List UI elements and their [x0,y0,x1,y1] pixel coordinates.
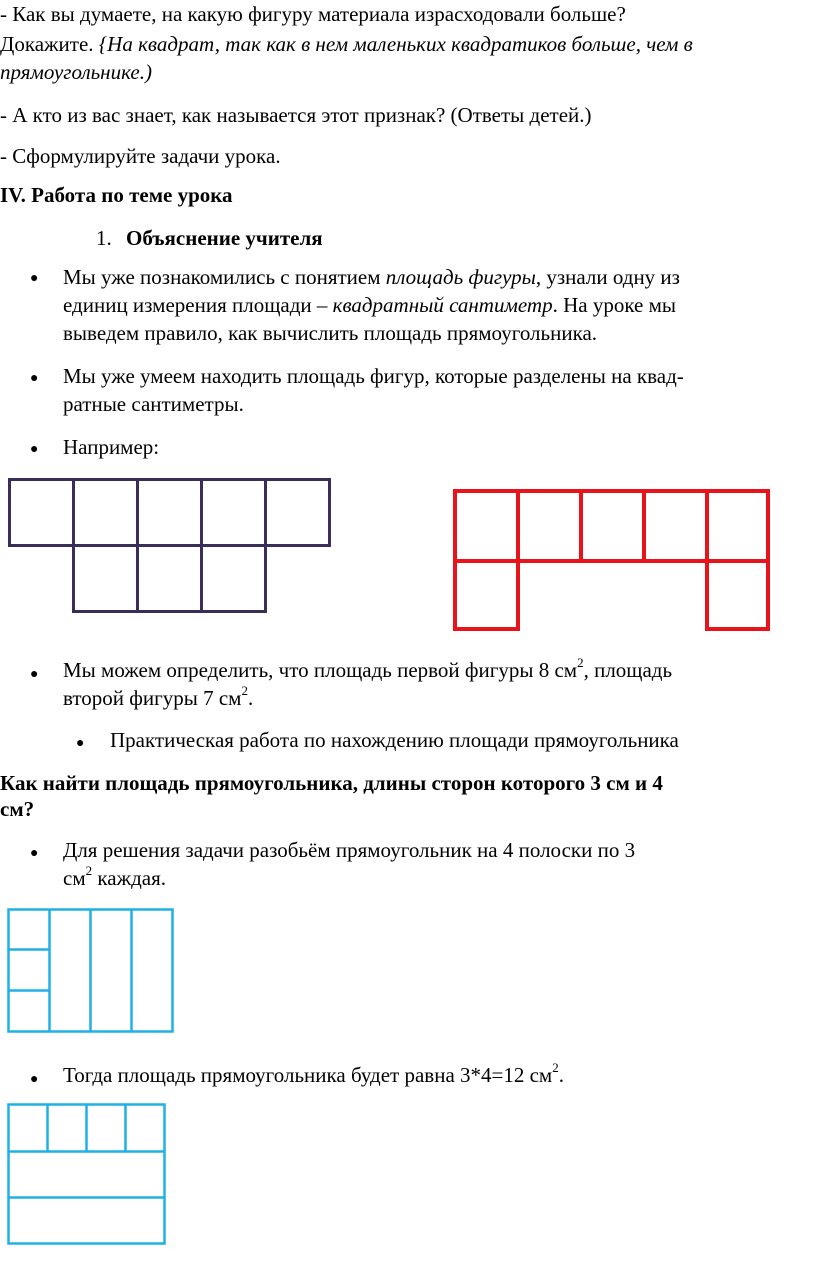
exponent: 2 [577,655,584,670]
bullet-1-text-c: , узнали одну из [535,265,680,289]
figure-2-cell [644,491,707,561]
figure-2-cell [455,491,518,561]
subheading-number: 1. [96,226,112,250]
bullet-1-line-2 [63,291,676,319]
bullet-6-line-2 [63,864,166,892]
question-line-1: - Как вы думаете, на какую фигуру материала израсходовали больше? [0,2,626,26]
bullet-2-line-1: Мы уже умеем находить площадь фигур, которые разделены на квад- [63,364,684,388]
subheading: Объяснение учителя [126,226,323,250]
bullet-3: Например: [63,435,160,459]
bullet-1-line-1 [63,263,680,291]
question-line-3 [0,58,152,86]
figure-1-cell [138,546,202,612]
figure-1-cell [74,480,138,546]
exponent: 2 [552,1060,559,1075]
bullet-icon: ● [30,371,39,386]
answer-text-cont: прямоугольнике.) [0,60,152,84]
prove-text: Докажите. [0,32,99,56]
period: . [558,1063,564,1087]
exponent: 2 [85,863,93,878]
figure-1-cell [202,480,266,546]
period: . [247,686,254,710]
bullet-icon: ● [30,846,39,861]
area-first-text: Мы можем определить, что площадь первой фигуры 8 см [63,658,578,682]
exponent: 2 [241,683,248,698]
question-heading-line-2: см? [0,797,35,821]
figure-1-cell [10,480,74,546]
bullet-icon: ● [30,1072,39,1087]
bullet-icon: ● [30,442,39,457]
bullet-1-text-a: Мы уже познакомились с понятием [63,265,386,289]
bullet-1-line-3: выведем правило, как вычислить площадь прямоугольника. [63,321,598,345]
result-text: Тогда площадь прямоугольника будет равна 3*4=12 см [63,1063,553,1087]
term-square-cm: квадратный сантиметр [332,293,553,317]
figure-1-cell [74,546,138,612]
bullet-4-line-1 [63,656,672,684]
rows-figure [7,1103,169,1248]
question-3: - Сформулируйте задачи урока. [0,144,281,168]
term-area: площадь фигуры [385,265,536,289]
question-2: - А кто из вас знает, как называется этот признак? (Ответы детей.) [0,103,592,127]
each-text: каждая. [92,866,167,890]
figure-2-cell [707,491,768,561]
figure-2 [453,489,773,634]
bullet-icon: ● [76,736,85,751]
bullet-1-text-e: . На уроке мы [552,293,676,317]
bullet-icon: ● [30,667,39,682]
area-text: , площадь [583,658,673,682]
section-heading: IV. Работа по теме урока [0,183,233,207]
question-heading-line-1: Как найти площадь прямоугольника, длины сторон которого 3 см и 4 [0,771,663,795]
bullet-6-line-1: Для решения задачи разобьём прямоугольник на 4 полоски по 3 [63,838,636,862]
bullet-icon: ● [30,271,39,286]
area-second-text: второй фигуры 7 см [63,686,242,710]
figure-2-cell [707,561,768,629]
bullet-1-text-d: единиц измерения площади – [63,293,333,317]
question-line-2 [0,30,693,58]
answer-text: {На квадрат, так как в нем маленьких квадратиков больше, чем в [98,32,693,56]
figure-1-cell [266,480,330,546]
figure-2-cell [518,491,581,561]
figure-1-cell [202,546,266,612]
bullet-4-line-2 [63,684,253,712]
unit-cm: см [63,866,86,890]
figure-2-cell [581,491,644,561]
bullet-2-line-2: ратные сантиметры. [63,392,244,416]
bullet-7 [63,1061,564,1089]
strips-figure [7,908,177,1034]
figure-1-cell [138,480,202,546]
figure-1 [8,478,338,618]
figure-2-cell [455,561,518,629]
bullet-5: Практическая работа по нахождению площади прямоугольника [110,728,679,752]
